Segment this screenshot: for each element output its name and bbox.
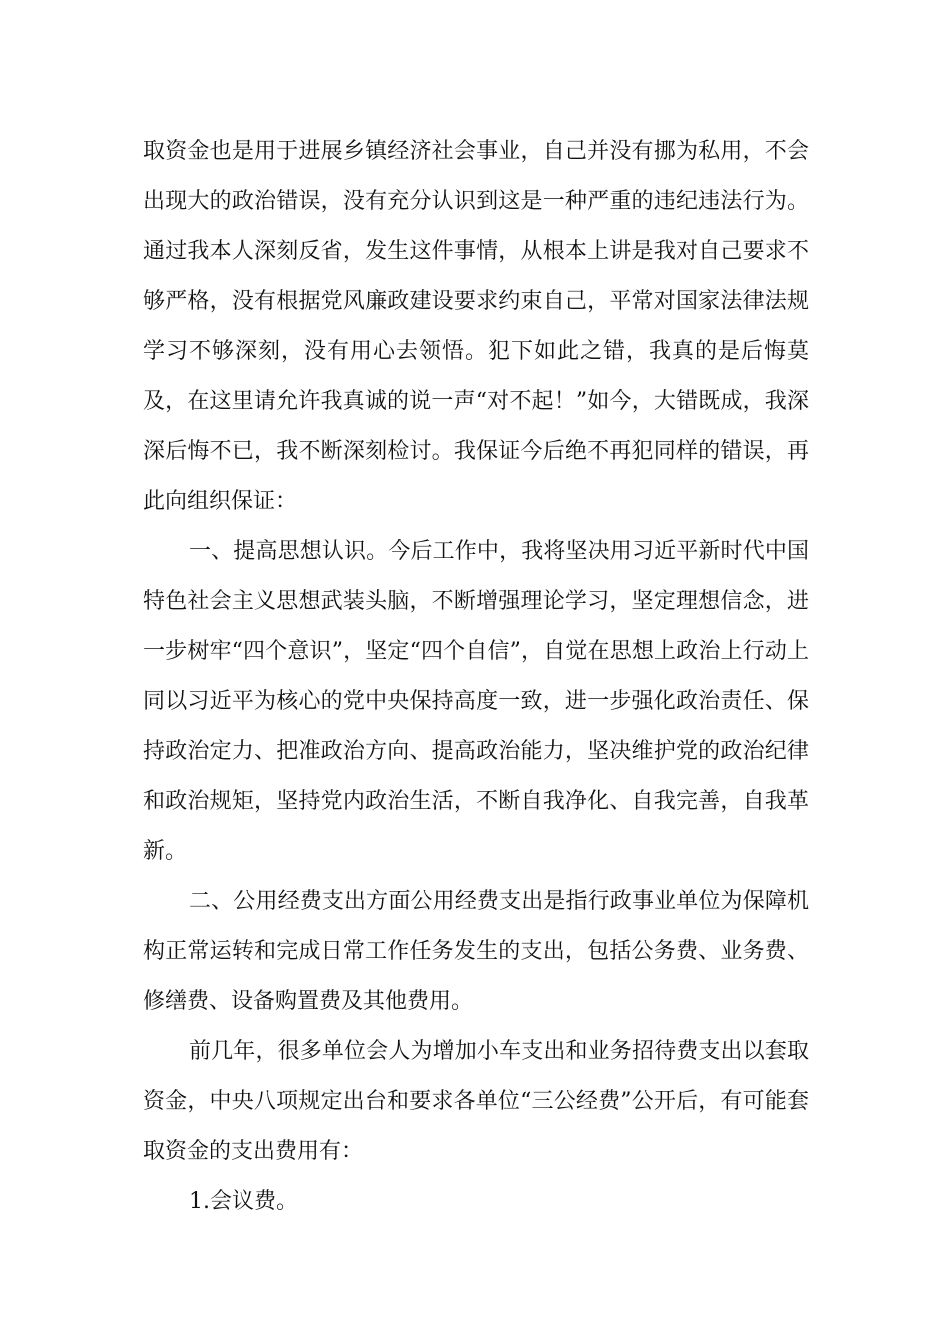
list-item-meeting-fee: 1.会议费。 [189,1189,298,1214]
paragraph-point-two: 二、公用经费支出方面公用经费支出是指行政事业单位为保障机构正常运转和完成日常工作任务发生的支出，包括公务费、业务费、修缮费、设备购置费及其他费用。 [143,889,809,1014]
paragraph-continuation: 取资金也是用于进展乡镇经济社会事业，自己并没有挪为私用，不会出现大的政治错误，没有充分认识到这是一种严重的违纪违法行为。通过我本人深刻反省，发生这件事情，从根本上讲是我对自己要求不够严格，没有根据党风廉政建设要求约束自己，平常对国家法律法规学习不够深刻，没有用心去领悟。犯下如此之错，我真的是后悔莫及，在这里请允许我真诚的说一声“对不起！”如今，大错既成，我深深后悔不已，我不断深刻检讨。我保证今后绝不再犯同样的错误，再此向组织保证： [143,139,809,514]
document-body [143,127,809,1227]
paragraph-expenses-intro: 前几年，很多单位会人为增加小车支出和业务招待费支出以套取资金，中央八项规定出台和要求各单位“三公经费”公开后，有可能套取资金的支出费用有： [143,1039,809,1164]
paragraph-point-one: 一、提高思想认识。今后工作中，我将坚决用习近平新时代中国特色社会主义思想武装头脑，不断增强理论学习，坚定理想信念，进一步树牢“四个意识”，坚定“四个自信”，自觉在思想上政治上行动上同以习近平为核心的党中央保持高度一致，进一步强化政治责任、保持政治定力、把准政治方向、提高政治能力，坚决维护党的政治纪律和政治规矩，坚持党内政治生活，不断自我净化、自我完善，自我革新。 [143,539,809,864]
